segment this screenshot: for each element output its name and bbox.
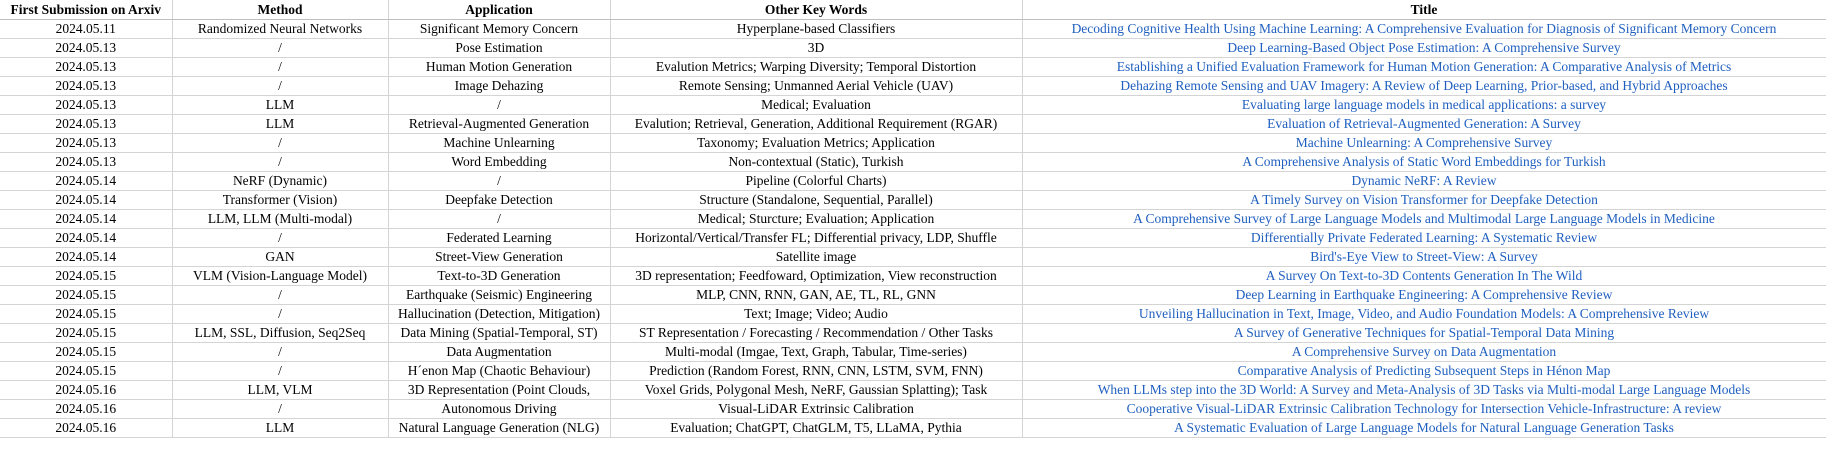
table-row (0, 419, 1826, 438)
title-link[interactable]: Comparative Analysis of Predicting Subsequent Steps in Hénon Map (1237, 363, 1611, 378)
cell-application[interactable]: H´enon Map (Chaotic Behaviour) (388, 362, 610, 381)
cell-date[interactable]: 2024.05.14 (0, 229, 172, 248)
title-link[interactable]: Dehazing Remote Sensing and UAV Imagery: A Review of Deep Learning, Prior-based, and Hybrid Approaches (1120, 78, 1728, 93)
cell-keywords[interactable]: Horizontal/Vertical/Transfer FL; Differential privacy, LDP, Shuffle (610, 229, 1022, 248)
cell-application[interactable]: Federated Learning (388, 229, 610, 248)
cell-title (1022, 134, 1826, 153)
cell-application[interactable]: Data Augmentation (388, 343, 610, 362)
cell-method[interactable]: GAN (172, 248, 388, 267)
cell-method[interactable]: / (172, 286, 388, 305)
title-link[interactable]: A Comprehensive Survey on Data Augmentation (1291, 344, 1557, 359)
table-row (0, 248, 1826, 267)
cell-method[interactable]: / (172, 153, 388, 172)
cell-application[interactable]: Word Embedding (388, 153, 610, 172)
title-link[interactable]: Establishing a Unified Evaluation Framework for Human Motion Generation: A Comparative Analysis of Metrics (1116, 59, 1732, 74)
table-row (0, 229, 1826, 248)
cell-title (1022, 229, 1826, 248)
cell-title (1022, 305, 1826, 324)
cell-keywords[interactable]: Text; Image; Video; Audio (610, 305, 1022, 324)
title-link[interactable]: A Comprehensive Survey of Large Language Models and Multimodal Large Language Models in Medicine (1133, 211, 1715, 226)
cell-method[interactable]: LLM (172, 419, 388, 438)
cell-application[interactable]: Hallucination (Detection, Mitigation) (388, 305, 610, 324)
cell-keywords[interactable]: Structure (Standalone, Sequential, Parallel) (610, 191, 1022, 210)
title-link[interactable]: Decoding Cognitive Health Using Machine Learning: A Comprehensive Evaluation for Diagnosis of Significant Memory Concern (1071, 21, 1777, 36)
table-row (0, 58, 1826, 77)
cell-title (1022, 362, 1826, 381)
cell-keywords[interactable]: Medical; Evaluation (610, 96, 1022, 115)
header-submission[interactable]: First Submission on Arxiv (0, 0, 172, 20)
title-link[interactable]: Evaluating large language models in medical applications: a survey (1241, 97, 1607, 112)
cell-application[interactable]: Street-View Generation (388, 248, 610, 267)
cell-keywords[interactable]: Satellite image (610, 248, 1022, 267)
cell-method[interactable]: / (172, 400, 388, 419)
table-row (0, 172, 1826, 191)
cell-title (1022, 248, 1826, 267)
cell-keywords[interactable]: MLP, CNN, RNN, GAN, AE, TL, RL, GNN (610, 286, 1022, 305)
cell-date[interactable]: 2024.05.16 (0, 400, 172, 419)
cell-application[interactable]: Deepfake Detection (388, 191, 610, 210)
title-link[interactable]: Differentially Private Federated Learning: A Systematic Review (1250, 230, 1598, 245)
cell-method[interactable]: / (172, 362, 388, 381)
cell-application[interactable]: Data Mining (Spatial-Temporal, ST) (388, 324, 610, 343)
cell-title (1022, 20, 1826, 39)
cell-title (1022, 191, 1826, 210)
cell-title (1022, 381, 1826, 400)
cell-application[interactable]: Earthquake (Seismic) Engineering (388, 286, 610, 305)
cell-title (1022, 286, 1826, 305)
title-link[interactable]: Deep Learning in Earthquake Engineering: A Comprehensive Review (1235, 287, 1613, 302)
cell-keywords[interactable]: Non-contextual (Static), Turkish (610, 153, 1022, 172)
cell-title (1022, 77, 1826, 96)
cell-date[interactable]: 2024.05.15 (0, 343, 172, 362)
cell-date[interactable]: 2024.05.15 (0, 362, 172, 381)
cell-method[interactable]: Transformer (Vision) (172, 191, 388, 210)
cell-date[interactable]: 2024.05.13 (0, 115, 172, 134)
title-link[interactable]: Evaluation of Retrieval-Augmented Generation: A Survey (1267, 116, 1581, 131)
title-link[interactable]: A Survey of Generative Techniques for Spatial-Temporal Data Mining (1233, 325, 1615, 340)
cell-method[interactable]: NeRF (Dynamic) (172, 172, 388, 191)
cell-date[interactable]: 2024.05.15 (0, 305, 172, 324)
cell-method[interactable]: LLM, SSL, Diffusion, Seq2Seq (172, 324, 388, 343)
title-link[interactable]: Unveiling Hallucination in Text, Image, Video, and Audio Foundation Models: A Comprehensive Review (1138, 306, 1710, 321)
cell-method[interactable]: LLM, VLM (172, 381, 388, 400)
cell-date[interactable]: 2024.05.14 (0, 172, 172, 191)
cell-date[interactable]: 2024.05.11 (0, 20, 172, 39)
title-link[interactable]: Deep Learning-Based Object Pose Estimation: A Comprehensive Survey (1227, 40, 1621, 55)
cell-date[interactable]: 2024.05.16 (0, 381, 172, 400)
cell-method[interactable]: VLM (Vision-Language Model) (172, 267, 388, 286)
table-row (0, 362, 1826, 381)
cell-method[interactable]: / (172, 39, 388, 58)
cell-application[interactable]: / (388, 96, 610, 115)
title-link[interactable]: Bird's-Eye View to Street-View: A Survey (1310, 249, 1538, 264)
table-row (0, 324, 1826, 343)
table-row (0, 400, 1826, 419)
cell-method[interactable]: LLM (172, 96, 388, 115)
table-row (0, 39, 1826, 58)
cell-date[interactable]: 2024.05.15 (0, 267, 172, 286)
cell-keywords[interactable]: Multi-modal (Imgae, Text, Graph, Tabular, Time-series) (610, 343, 1022, 362)
cell-application[interactable]: Human Motion Generation (388, 58, 610, 77)
table-row (0, 115, 1826, 134)
cell-keywords[interactable]: Prediction (Random Forest, RNN, CNN, LSTM, SVM, FNN) (610, 362, 1022, 381)
title-link[interactable]: A Survey On Text-to-3D Contents Generation In The Wild (1265, 268, 1583, 283)
cell-method[interactable]: / (172, 58, 388, 77)
cell-application[interactable]: Natural Language Generation (NLG) (388, 419, 610, 438)
cell-date[interactable]: 2024.05.14 (0, 248, 172, 267)
header-application[interactable]: Application (388, 0, 610, 20)
cell-date[interactable]: 2024.05.15 (0, 324, 172, 343)
cell-method[interactable]: / (172, 343, 388, 362)
cell-application[interactable]: Significant Memory Concern (388, 20, 610, 39)
title-link[interactable]: Cooperative Visual-LiDAR Extrinsic Calibration Technology for Intersection Vehicle-Infrastructure: A review (1126, 401, 1722, 416)
table-row (0, 210, 1826, 229)
cell-title (1022, 115, 1826, 134)
header-keywords[interactable]: Other Key Words (610, 0, 1022, 20)
table-row (0, 134, 1826, 153)
cell-keywords[interactable]: ST Representation / Forecasting / Recommendation / Other Tasks (610, 324, 1022, 343)
cell-title (1022, 96, 1826, 115)
cell-keywords[interactable]: Remote Sensing; Unmanned Aerial Vehicle (UAV) (610, 77, 1022, 96)
table-row (0, 191, 1826, 210)
cell-keywords[interactable]: Visual-LiDAR Extrinsic Calibration (610, 400, 1022, 419)
cell-title (1022, 58, 1826, 77)
title-link[interactable]: A Systematic Evaluation of Large Language Models for Natural Language Generation Tasks (1174, 420, 1674, 435)
cell-title (1022, 324, 1826, 343)
cell-date[interactable]: 2024.05.16 (0, 419, 172, 438)
cell-keywords[interactable]: Hyperplane-based Classifiers (610, 20, 1022, 39)
title-link[interactable]: When LLMs step into the 3D World: A Survey and Meta-Analysis of 3D Tasks via Multi-modal Large Language Models (1097, 382, 1751, 397)
cell-application[interactable]: Machine Unlearning (388, 134, 610, 153)
cell-title (1022, 343, 1826, 362)
cell-application[interactable]: / (388, 172, 610, 191)
cell-title (1022, 267, 1826, 286)
title-link[interactable]: A Comprehensive Analysis of Static Word Embeddings for Turkish (1242, 154, 1606, 169)
cell-date[interactable]: 2024.05.13 (0, 58, 172, 77)
cell-keywords[interactable]: Medical; Sturcture; Evaluation; Application (610, 210, 1022, 229)
cell-application[interactable]: 3D Representation (Point Clouds, (388, 381, 610, 400)
cell-application[interactable]: Pose Estimation (388, 39, 610, 58)
cell-application[interactable]: Image Dehazing (388, 77, 610, 96)
cell-date[interactable]: 2024.05.13 (0, 134, 172, 153)
table-row (0, 77, 1826, 96)
cell-method[interactable]: LLM, LLM (Multi-modal) (172, 210, 388, 229)
header-row (0, 0, 1826, 20)
cell-date[interactable]: 2024.05.13 (0, 153, 172, 172)
title-link[interactable]: Machine Unlearning: A Comprehensive Survey (1295, 135, 1553, 150)
cell-title (1022, 39, 1826, 58)
cell-method[interactable]: / (172, 134, 388, 153)
cell-keywords[interactable]: Evalution Metrics; Warping Diversity; Temporal Distortion (610, 58, 1022, 77)
cell-keywords[interactable]: Evalution; Retrieval, Generation, Additional Requirement (RGAR) (610, 115, 1022, 134)
table-row (0, 20, 1826, 39)
cell-title (1022, 419, 1826, 438)
header-title[interactable]: Title (1022, 0, 1826, 20)
header-method[interactable]: Method (172, 0, 388, 20)
cell-date[interactable]: 2024.05.14 (0, 210, 172, 229)
title-link[interactable]: Dynamic NeRF: A Review (1351, 173, 1497, 188)
cell-date[interactable]: 2024.05.13 (0, 96, 172, 115)
cell-method[interactable]: / (172, 229, 388, 248)
table-row (0, 153, 1826, 172)
cell-keywords[interactable]: Voxel Grids, Polygonal Mesh, NeRF, Gaussian Splatting); Task (610, 381, 1022, 400)
cell-keywords[interactable]: 3D representation; Feedfoward, Optimization, View reconstruction (610, 267, 1022, 286)
cell-date[interactable]: 2024.05.13 (0, 77, 172, 96)
table-row (0, 286, 1826, 305)
cell-date[interactable]: 2024.05.14 (0, 191, 172, 210)
title-link[interactable]: A Timely Survey on Vision Transformer for Deepfake Detection (1250, 192, 1598, 207)
cell-keywords[interactable]: Pipeline (Colorful Charts) (610, 172, 1022, 191)
table-row (0, 381, 1826, 400)
table-row (0, 267, 1826, 286)
cell-method[interactable]: / (172, 77, 388, 96)
cell-keywords[interactable]: Taxonomy; Evaluation Metrics; Application (610, 134, 1022, 153)
cell-method[interactable]: LLM (172, 115, 388, 134)
cell-title (1022, 153, 1826, 172)
cell-application[interactable]: Autonomous Driving (388, 400, 610, 419)
cell-date[interactable]: 2024.05.13 (0, 39, 172, 58)
cell-title (1022, 400, 1826, 419)
table-row (0, 96, 1826, 115)
cell-date[interactable]: 2024.05.15 (0, 286, 172, 305)
cell-application[interactable]: Text-to-3D Generation (388, 267, 610, 286)
cell-method[interactable]: Randomized Neural Networks (172, 20, 388, 39)
cell-method[interactable]: / (172, 305, 388, 324)
cell-title (1022, 210, 1826, 229)
cell-application[interactable]: / (388, 210, 610, 229)
table-row (0, 343, 1826, 362)
table-row (0, 305, 1826, 324)
cell-application[interactable]: Retrieval-Augmented Generation (388, 115, 610, 134)
cell-title (1022, 172, 1826, 191)
cell-keywords[interactable]: Evaluation; ChatGPT, ChatGLM, T5, LLaMA, Pythia (610, 419, 1022, 438)
cell-keywords[interactable]: 3D (610, 39, 1022, 58)
